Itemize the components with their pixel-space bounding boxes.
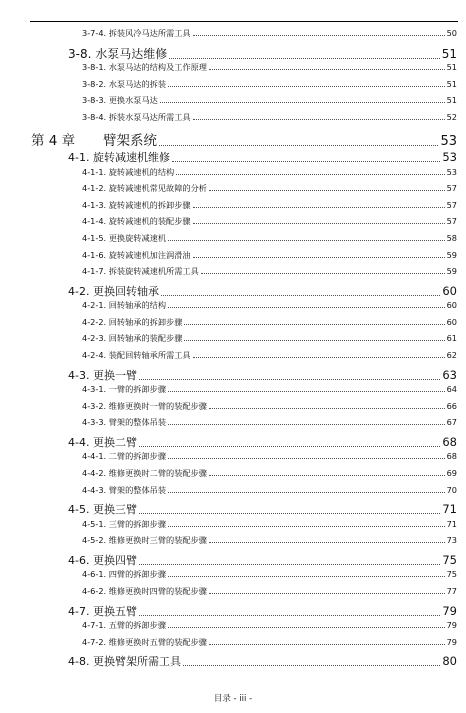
- dot-leader: [168, 240, 445, 241]
- dot-leader: [184, 340, 444, 341]
- chapter-title: 臂架系统: [103, 132, 157, 149]
- dot-leader: [201, 273, 445, 274]
- dot-leader: [139, 513, 440, 514]
- toc-entry-label: 4-1. 旋转减速机维修: [68, 151, 170, 164]
- toc-entry[interactable]: [0, 200, 466, 211]
- dot-leader: [168, 391, 445, 392]
- dot-leader: [209, 190, 445, 191]
- toc-entry-label: 3-8-3. 更换水泵马达: [82, 95, 158, 106]
- dot-leader: [160, 102, 445, 103]
- toc-entry[interactable]: [0, 28, 466, 39]
- page-number: 60: [442, 283, 457, 298]
- page-number: 60: [446, 300, 457, 311]
- toc-entry[interactable]: [0, 653, 466, 669]
- toc-entry[interactable]: [0, 317, 466, 328]
- page-number: 52: [446, 111, 457, 122]
- page-number: 51: [446, 62, 457, 73]
- toc-entry[interactable]: [0, 603, 466, 619]
- dot-leader: [193, 35, 445, 36]
- page-number: 71: [446, 518, 457, 529]
- dot-leader: [209, 542, 445, 543]
- toc-entry[interactable]: [0, 79, 466, 90]
- toc-entry[interactable]: [0, 233, 466, 244]
- toc-entry[interactable]: [0, 167, 466, 178]
- page-number: 51: [446, 95, 457, 106]
- toc-entry-label: 4-8. 更换臂架所需工具: [68, 655, 181, 669]
- toc-entry-label: 4-1-3. 旋转减速机的拆卸步骤: [82, 199, 191, 210]
- toc-entry[interactable]: [0, 434, 466, 450]
- toc-entry[interactable]: [0, 401, 466, 412]
- toc-entry[interactable]: [0, 620, 466, 631]
- toc-entry[interactable]: [0, 501, 466, 517]
- dot-leader: [139, 564, 440, 565]
- dot-leader: [193, 207, 445, 208]
- toc-entry-label: 4-1-5. 更换旋转减速机: [82, 232, 167, 243]
- toc-entry-label: 4-2. 更换回转轴承: [68, 284, 159, 298]
- page-number: 60: [446, 316, 457, 327]
- toc-entry-label: 4-4-1. 二臂的拆卸步骤: [82, 451, 167, 462]
- toc-entry[interactable]: [0, 367, 466, 383]
- toc-entry[interactable]: [0, 569, 466, 580]
- dot-leader: [172, 161, 440, 162]
- toc-entry[interactable]: [0, 535, 466, 546]
- page-number: 51: [441, 46, 457, 61]
- toc-entry-label: 4-1-4. 旋转减速机的装配步骤: [82, 216, 191, 227]
- page-number: 53: [440, 133, 457, 149]
- dot-leader: [168, 492, 445, 493]
- page-number: 66: [446, 400, 457, 411]
- toc-entry[interactable]: [0, 300, 466, 311]
- toc-entry-label: [31, 129, 157, 149]
- page-number: 79: [446, 620, 457, 631]
- toc-entry[interactable]: [0, 350, 466, 361]
- toc-entry[interactable]: [0, 183, 466, 194]
- toc-entry-label: 4-3-3. 臂架的整体吊装: [82, 417, 167, 428]
- dot-leader: [139, 446, 440, 447]
- toc-entry-label: 4-1-1. 旋转减速机的结构: [82, 166, 175, 177]
- dot-leader: [193, 257, 445, 258]
- dot-leader: [169, 58, 439, 59]
- page-number: 62: [446, 350, 457, 360]
- toc-entry[interactable]: [0, 451, 466, 462]
- dot-leader: [209, 408, 445, 409]
- toc-entry-label: 4-1-6. 旋转减速机加注润滑油: [82, 249, 191, 260]
- toc-entry[interactable]: [0, 95, 466, 106]
- toc-entry-label: 4-1-2. 旋转减速机常见故障的分析: [82, 183, 207, 194]
- toc-entry[interactable]: [0, 149, 466, 165]
- chapter-number: 第 4 章: [31, 132, 76, 149]
- page-number: 63: [442, 367, 457, 382]
- toc-entry[interactable]: [0, 283, 466, 299]
- toc-entry-label: 4-4-3. 臂架的整体吊装: [82, 484, 167, 495]
- toc-entry[interactable]: [0, 586, 466, 597]
- dot-leader: [193, 119, 445, 120]
- toc-entry-label: 4-5-2. 维修更换时三臂的装配步骤: [82, 535, 207, 546]
- toc-entry-label: 4-6-2. 维修更换时四臂的装配步骤: [82, 586, 207, 596]
- toc-entry[interactable]: [0, 216, 466, 227]
- page-number: 79: [446, 636, 457, 647]
- toc-entry-label: 4-4. 更换二臂: [68, 435, 137, 449]
- dot-leader: [193, 223, 445, 224]
- toc-entry[interactable]: [0, 62, 466, 73]
- toc-entry-label: 4-6-1. 四臂的拆卸步骤: [82, 569, 167, 580]
- dot-leader: [168, 627, 445, 628]
- page-number: 59: [446, 266, 457, 277]
- dot-leader: [209, 644, 445, 645]
- page-number: 59: [446, 249, 457, 260]
- dot-leader: [168, 307, 445, 308]
- toc-entry-label: 3-8-2. 水泵马达的拆装: [82, 78, 167, 89]
- page-number: 67: [446, 417, 457, 428]
- toc-entry-label: 4-3-1. 一臂的拆卸步骤: [82, 384, 167, 395]
- dot-leader: [168, 424, 445, 425]
- dot-leader: [183, 665, 440, 666]
- page-number: 64: [446, 384, 457, 395]
- page-number: 51: [446, 78, 457, 89]
- toc-entry-label: 3-7-4. 拆装风冷马达所需工具: [82, 28, 191, 38]
- toc-entry-label: 4-3. 更换一臂: [68, 368, 137, 382]
- dot-leader: [168, 576, 445, 577]
- toc-entry-label: 4-2-3. 回转轴承的装配步骤: [82, 333, 183, 344]
- toc-entry[interactable]: [0, 637, 466, 648]
- toc-entry[interactable]: [0, 333, 466, 344]
- page-number: 53: [446, 166, 457, 177]
- page-number: 80: [442, 654, 457, 669]
- dot-leader: [209, 593, 445, 594]
- dot-leader: [184, 324, 444, 325]
- toc-entry[interactable]: [0, 384, 466, 395]
- toc-entry-label: 4-5. 更换三臂: [68, 503, 137, 517]
- toc-entry-label: 4-2-1. 回转轴承的结构: [82, 300, 167, 311]
- page-number: 68: [446, 451, 457, 462]
- toc-entry-label: 4-6. 更换四臂: [68, 553, 137, 567]
- page-number: 58: [446, 232, 457, 243]
- dot-leader: [139, 615, 440, 616]
- page-number: 61: [446, 333, 457, 344]
- toc-entry[interactable]: [0, 45, 466, 62]
- toc-entry[interactable]: [0, 485, 466, 496]
- dot-leader: [176, 174, 444, 175]
- toc-entry[interactable]: [0, 266, 466, 277]
- dot-leader: [161, 295, 440, 296]
- toc-entry[interactable]: [0, 112, 466, 123]
- dot-leader: [193, 357, 445, 358]
- page-number: 70: [446, 484, 457, 495]
- toc-entry[interactable]: [0, 519, 466, 530]
- page-number: 57: [446, 199, 457, 210]
- toc-entry[interactable]: [0, 129, 466, 149]
- dot-leader: [209, 69, 445, 70]
- dot-leader: [168, 86, 445, 87]
- page-number: 79: [442, 603, 457, 618]
- toc-entry-label: 4-4-2. 维修更换时二臂的装配步骤: [82, 468, 207, 478]
- page-number: 73: [446, 535, 457, 546]
- toc-entry-label: 4-7-1. 五臂的拆卸步骤: [82, 620, 167, 631]
- toc-entry-label: 4-7-2. 维修更换时五臂的装配步骤: [82, 636, 207, 647]
- page-number: 77: [446, 586, 457, 596]
- dot-leader: [159, 145, 438, 146]
- page-footer: 目录 - iii -: [213, 694, 253, 704]
- toc-entry-label: 4-5-1. 三臂的拆卸步骤: [82, 518, 167, 529]
- page-number: 75: [442, 552, 457, 567]
- toc-entry-label: 4-2-2. 回转轴承的拆卸步骤: [82, 316, 183, 327]
- dot-leader: [209, 475, 445, 476]
- page-number: 75: [446, 569, 457, 580]
- toc-entry-label: 3-8-1. 水泵马达的结构及工作原理: [82, 62, 207, 73]
- dot-leader: [139, 379, 440, 380]
- toc-entry-label: 4-3-2. 维修更换时一臂的装配步骤: [82, 400, 207, 411]
- toc-entry-label: 4-1-7. 拆装旋转减速机所需工具: [82, 266, 199, 277]
- dot-leader: [168, 458, 445, 459]
- dot-leader: [168, 526, 445, 527]
- page-number: 68: [442, 434, 457, 449]
- toc-entry[interactable]: [0, 250, 466, 261]
- toc-entry-label: 4-2-4. 装配回转轴承所需工具: [82, 350, 191, 360]
- toc-entry-label: 4-7. 更换五臂: [68, 604, 137, 618]
- toc-entry-label: 3-8-4. 拆装水泵马达所需工具: [82, 111, 191, 122]
- toc-entry[interactable]: [0, 468, 466, 479]
- toc-entry[interactable]: [0, 552, 466, 568]
- toc-entry-label: 3-8. 水泵马达维修: [68, 46, 168, 61]
- page-number: 57: [446, 216, 457, 227]
- page-number: 69: [446, 468, 457, 478]
- page-number: 57: [446, 183, 457, 194]
- page-number: 53: [442, 150, 457, 164]
- top-rule: [30, 21, 458, 22]
- toc-entry[interactable]: [0, 417, 466, 428]
- page-number: 71: [442, 502, 457, 517]
- page-number: 50: [446, 28, 457, 38]
